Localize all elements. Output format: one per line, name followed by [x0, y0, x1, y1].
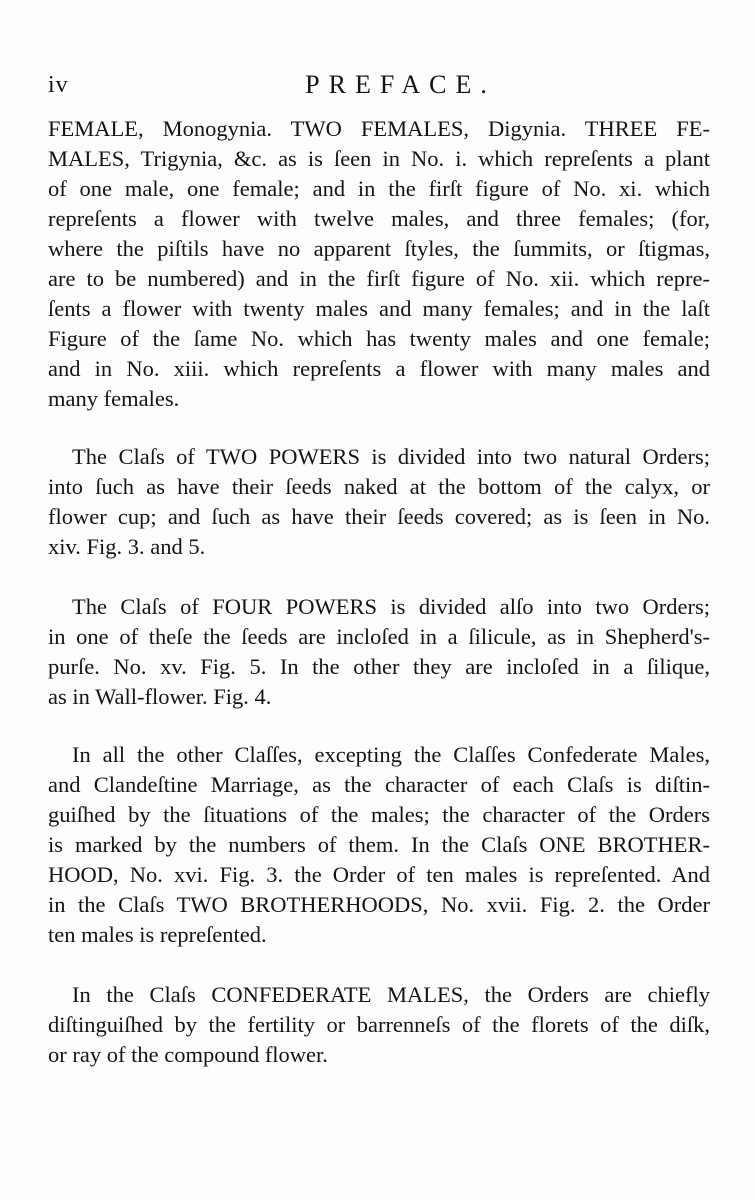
text-line: MALES, Trigynia, &c. as is ſeen in No. i. which repreſents a plant [48, 146, 710, 171]
text-line: ſents a flower with twenty males and many females; and in the laſt [48, 296, 710, 321]
text-line: is marked by the numbers of them. In the Claſs ONE BROTHER- [48, 832, 710, 857]
text-line: The Claſs of TWO POWERS is divided into two natural Orders; [72, 444, 710, 469]
text-line: many females. [48, 386, 180, 411]
text-line: and in No. xiii. which repreſents a flower with many males and [48, 356, 710, 381]
text-line: where the piſtils have no apparent ſtyles, the ſummits, or ſtigmas, [48, 236, 710, 261]
page-header [48, 70, 713, 104]
page-number: iv [48, 72, 69, 98]
paragraph-1 [48, 114, 710, 414]
text-line: HOOD, No. xvi. Fig. 3. the Order of ten males is repreſented. And [48, 862, 710, 887]
text-line: repreſents a flower with twelve males, and three females; (for, [48, 206, 710, 231]
text-line: in one of theſe the ſeeds are incloſed in a ſilicule, as in Shepherd's- [48, 624, 710, 649]
text-line: ten males is repreſented. [48, 922, 267, 947]
text-line: In the Claſs CONFEDERATE MALES, the Orders are chiefly [72, 982, 710, 1007]
text-line: Figure of the ſame No. which has twenty males and one female; [48, 326, 710, 351]
text-line: diſtinguiſhed by the fertility or barrenneſs of the florets of the diſk, [48, 1012, 710, 1037]
text-line: In all the other Claſſes, excepting the Claſſes Confederate Males, [72, 742, 710, 767]
running-title: PREFACE. [305, 70, 496, 99]
text-line: of one male, one female; and in the firſt figure of No. xi. which [48, 176, 710, 201]
text-line: as in Wall-flower. Fig. 4. [48, 684, 272, 709]
paragraph-2 [48, 442, 710, 562]
text-line: in the Claſs TWO BROTHERHOODS, No. xvii. Fig. 2. the Order [48, 892, 710, 917]
text-line: are to be numbered) and in the firſt figure of No. xii. which repre- [48, 266, 710, 291]
text-line: or ray of the compound flower. [48, 1042, 328, 1067]
text-line: flower cup; and ſuch as have their ſeeds covered; as is ſeen in No. [48, 504, 710, 529]
text-line: into ſuch as have their ſeeds naked at the bottom of the calyx, or [48, 474, 710, 499]
text-line: FEMALE, Monogynia. TWO FEMALES, Digynia. THREE FE- [48, 116, 710, 141]
paragraph-4 [48, 740, 710, 950]
text-line: The Claſs of FOUR POWERS is divided alſo into two Orders; [72, 594, 710, 619]
text-line: and Clandeſtine Marriage, as the character of each Claſs is diſtin- [48, 772, 710, 797]
text-line: xiv. Fig. 3. and 5. [48, 534, 206, 559]
text-line: guiſhed by the ſituations of the males; the character of the Orders [48, 802, 710, 827]
text-line: purſe. No. xv. Fig. 5. In the other they are incloſed in a ſilique, [48, 654, 710, 679]
paragraph-5 [48, 980, 710, 1070]
paragraph-3 [48, 592, 710, 712]
